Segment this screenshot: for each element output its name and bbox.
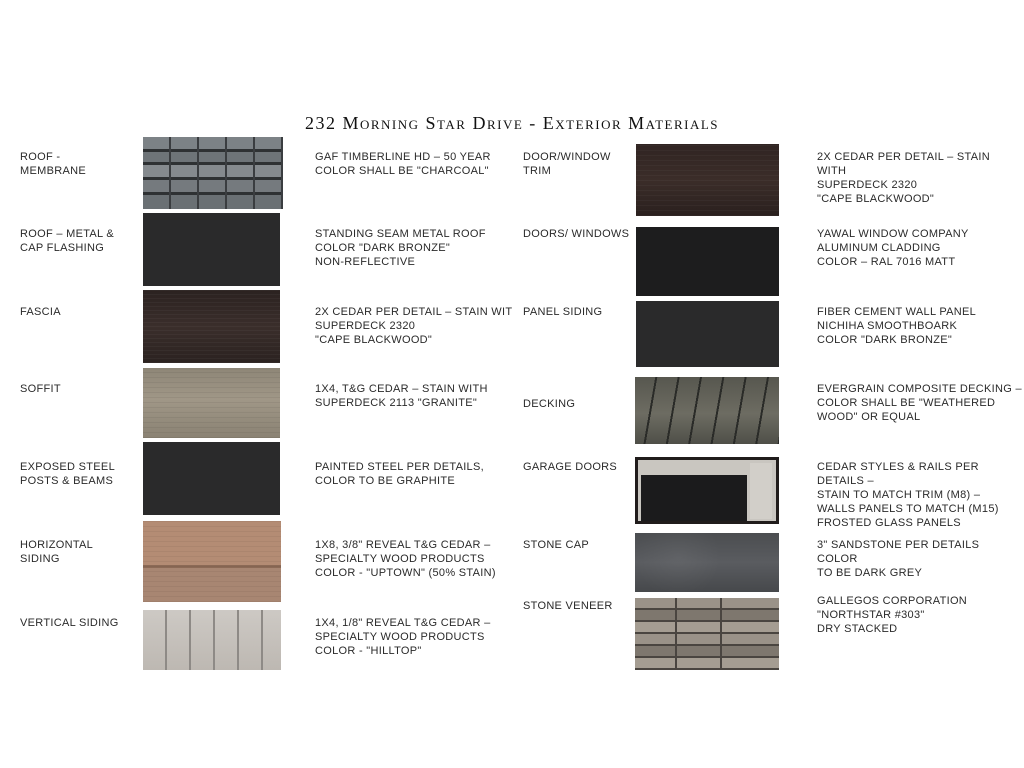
material-label-soffit: SOFFIT [20, 383, 61, 395]
material-swatch-panel-siding [636, 301, 779, 367]
material-swatch-horizontal-siding [143, 521, 281, 602]
material-description-panel-siding: FIBER CEMENT WALL PANEL NICHIHA SMOOTHBOARK COLOR "DARK BRONZE" [817, 306, 977, 346]
material-label-stone-cap: STONE CAP [523, 539, 590, 551]
garage-door-panel [641, 475, 747, 522]
material-label-roof-membrane: ROOF - MEMBRANE [20, 151, 86, 177]
page-title: 232 Morning Star Drive - Exterior Materials [304, 113, 720, 133]
material-swatch-garage-doors [635, 457, 779, 524]
material-description-fascia: 2X CEDAR PER DETAIL – STAIN WIT SUPERDECK 2320 "CAPE BLACKWOOD" [315, 306, 513, 346]
material-swatch-door-window-trim [636, 144, 779, 216]
material-description-garage-doors: CEDAR STYLES & RAILS PER DETAILS – STAIN TO MATCH TRIM (M8) – WALLS PANELS TO MATCH (M15) FROSTED GLASS PANELS [817, 461, 999, 529]
material-description-horizontal-siding: 1X8, 3/8" REVEAL T&G CEDAR – SPECIALTY WOOD PRODUCTS COLOR - "UPTOWN" (50% STAIN) [315, 539, 496, 579]
material-swatch-stone-veneer [635, 598, 779, 670]
garage-frosted-glass [750, 463, 772, 519]
material-label-exposed-steel: EXPOSED STEEL POSTS & BEAMS [20, 461, 115, 487]
material-swatch-decking [635, 377, 779, 444]
material-label-horizontal-siding: HORIZONTAL SIDING [20, 539, 94, 565]
material-description-doors-windows: YAWAL WINDOW COMPANY ALUMINUM CLADDING COLOR – RAL 7016 MATT [817, 228, 969, 268]
material-label-fascia: FASCIA [20, 306, 61, 318]
material-description-exposed-steel: PAINTED STEEL PER DETAILS, COLOR TO BE GRAPHITE [315, 461, 484, 487]
material-swatch-exposed-steel [143, 442, 280, 515]
material-label-vertical-siding: VERTICAL SIDING [20, 617, 119, 629]
material-description-stone-veneer: GALLEGOS CORPORATION "NORTHSTAR #303" DRY STACKED [817, 595, 968, 635]
material-description-door-window-trim: 2X CEDAR PER DETAIL – STAIN WITH SUPERDECK 2320 "CAPE BLACKWOOD" [817, 151, 990, 205]
material-description-roof-membrane: GAF TIMBERLINE HD – 50 YEAR COLOR SHALL BE "CHARCOAL" [315, 151, 491, 177]
material-swatch-vertical-siding [143, 610, 281, 670]
material-description-decking: EVERGRAIN COMPOSITE DECKING – COLOR SHALL BE "WEATHERED WOOD" OR EQUAL [817, 383, 1022, 423]
material-label-door-window-trim: DOOR/WINDOW TRIM [523, 151, 611, 177]
material-label-roof-metal: ROOF – METAL & CAP FLASHING [20, 228, 115, 254]
material-swatch-doors-windows [636, 227, 779, 296]
material-swatch-roof-membrane [143, 137, 283, 209]
material-label-garage-doors: GARAGE DOORS [523, 461, 618, 473]
material-description-soffit: 1X4, T&G CEDAR – STAIN WITH SUPERDECK 2113 "GRANITE" [315, 383, 488, 409]
material-swatch-stone-cap [635, 533, 779, 592]
material-label-doors-windows: DOORS/ WINDOWS [523, 228, 630, 240]
material-swatch-roof-metal [143, 213, 280, 286]
material-description-vertical-siding: 1X4, 1/8" REVEAL T&G CEDAR – SPECIALTY WOOD PRODUCTS COLOR - "HILLTOP" [315, 617, 491, 657]
material-description-roof-metal: STANDING SEAM METAL ROOF COLOR "DARK BRONZE" NON-REFLECTIVE [315, 228, 486, 268]
material-swatch-fascia [143, 290, 280, 363]
material-swatch-soffit [143, 368, 280, 438]
material-label-stone-veneer: STONE VENEER [523, 600, 613, 612]
material-description-stone-cap: 3" SANDSTONE PER DETAILS COLOR TO BE DARK GREY [817, 539, 980, 579]
material-label-decking: DECKING [523, 398, 576, 410]
material-label-panel-siding: PANEL SIDING [523, 306, 603, 318]
